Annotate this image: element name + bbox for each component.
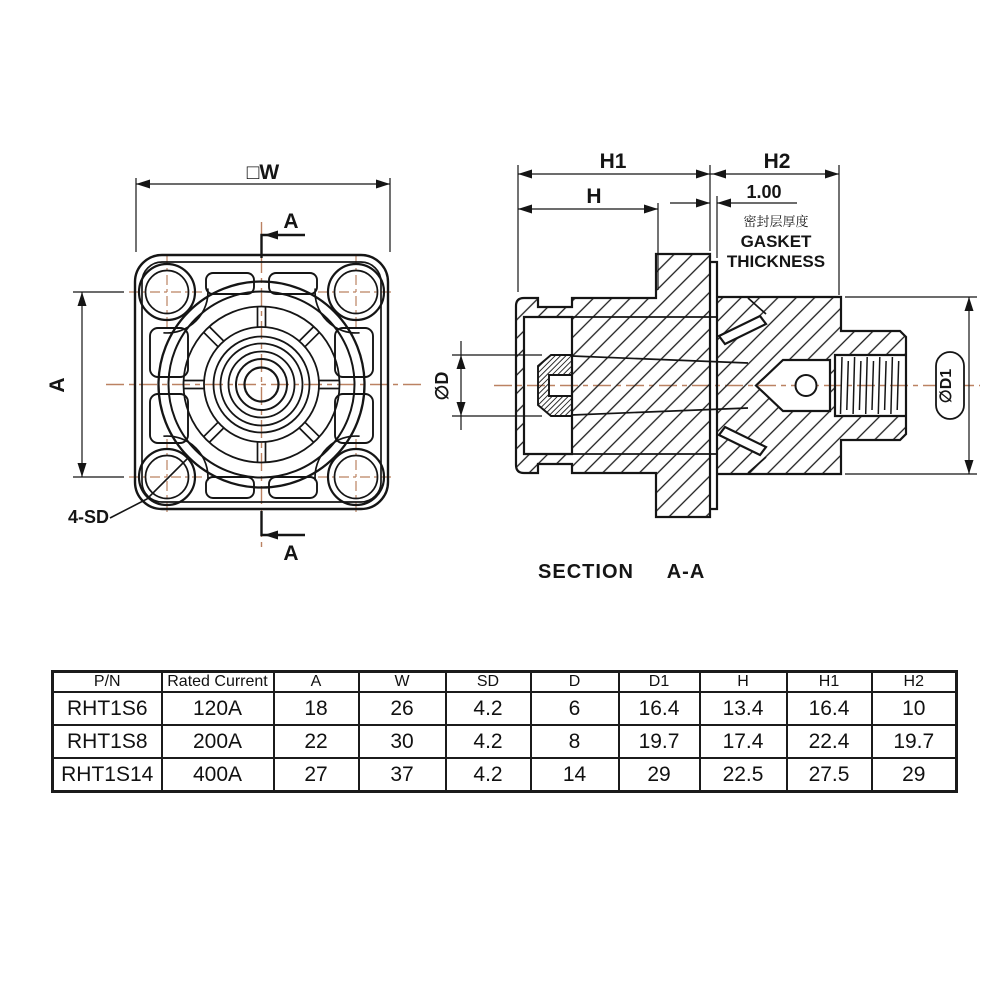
table-cell: 4.2 — [446, 758, 531, 792]
stud-cross-hole — [796, 375, 817, 396]
table-cell: 22.5 — [700, 758, 787, 792]
section-caption-ref: A-A — [666, 561, 706, 583]
table-cell: 120A — [162, 692, 274, 725]
table-cell: 14 — [531, 758, 619, 792]
table-cell: 13.4 — [700, 692, 787, 725]
table-header-cell: H1 — [787, 672, 872, 693]
table-header-cell: D — [531, 672, 619, 693]
gasket-label-en-1: GASKET — [740, 232, 812, 251]
table-cell: RHT1S6 — [53, 692, 162, 725]
dim-label-h1: H1 — [599, 150, 627, 173]
table-cell: 19.7 — [619, 725, 700, 758]
dim-label-h2: H2 — [763, 150, 791, 173]
front-view — [46, 161, 421, 565]
table-cell: 29 — [619, 758, 700, 792]
table-row — [53, 758, 957, 792]
table-cell: 18 — [274, 692, 359, 725]
table-cell: 19.7 — [872, 725, 957, 758]
table-header-cell: Rated Current — [162, 672, 274, 693]
table-cell: 16.4 — [787, 692, 872, 725]
table-header-cell: SD — [446, 672, 531, 693]
gasket-dim-value: 1.00 — [746, 182, 782, 202]
section-view — [432, 150, 980, 583]
table-cell: 400A — [162, 758, 274, 792]
table-cell: 26 — [359, 692, 446, 725]
table-header-cell: H2 — [872, 672, 957, 693]
table-cell: 37 — [359, 758, 446, 792]
table-cell: 17.4 — [700, 725, 787, 758]
table-header-cell: P/N — [53, 672, 162, 693]
table-cell: RHT1S14 — [53, 758, 162, 792]
table-row — [53, 692, 957, 725]
table-cell: 6 — [531, 692, 619, 725]
dim-h-lines — [518, 203, 658, 290]
table-cell: 8 — [531, 725, 619, 758]
table-row — [53, 725, 957, 758]
table-cell: 30 — [359, 725, 446, 758]
table-cell: 16.4 — [619, 692, 700, 725]
dim-label-a: A — [46, 377, 69, 393]
table-header-cell: A — [274, 672, 359, 693]
gasket-label-en-2: THICKNESS — [726, 252, 826, 271]
table-cell: 4.2 — [446, 725, 531, 758]
section-caption-word: SECTION — [538, 561, 634, 583]
table-cell: 27 — [274, 758, 359, 792]
table-cell: 27.5 — [787, 758, 872, 792]
section-cut-label-top: A — [283, 210, 299, 233]
dim-label-w: □W — [246, 161, 280, 184]
dim-label-d1: ∅D1 — [938, 368, 955, 404]
table-cell: 4.2 — [446, 692, 531, 725]
section-cut-label-bottom: A — [283, 542, 299, 565]
table-cell: 10 — [872, 692, 957, 725]
table-header-cell: D1 — [619, 672, 700, 693]
gasket-label-cn: 密封层厚度 — [743, 214, 809, 229]
dim-gasket-arrows — [696, 199, 731, 208]
table-header-cell: H — [700, 672, 787, 693]
table-cell: 22.4 — [787, 725, 872, 758]
spec-table — [51, 670, 958, 793]
table-cell: 29 — [872, 758, 957, 792]
dim-label-d: ∅D — [432, 371, 452, 401]
dim-w-lines — [136, 178, 390, 252]
holes-callout-label: 4-SD — [68, 507, 110, 527]
table-cell: 22 — [274, 725, 359, 758]
table-header-cell: W — [359, 672, 446, 693]
table-cell: RHT1S8 — [53, 725, 162, 758]
dim-label-h: H — [586, 185, 602, 208]
table-cell: 200A — [162, 725, 274, 758]
